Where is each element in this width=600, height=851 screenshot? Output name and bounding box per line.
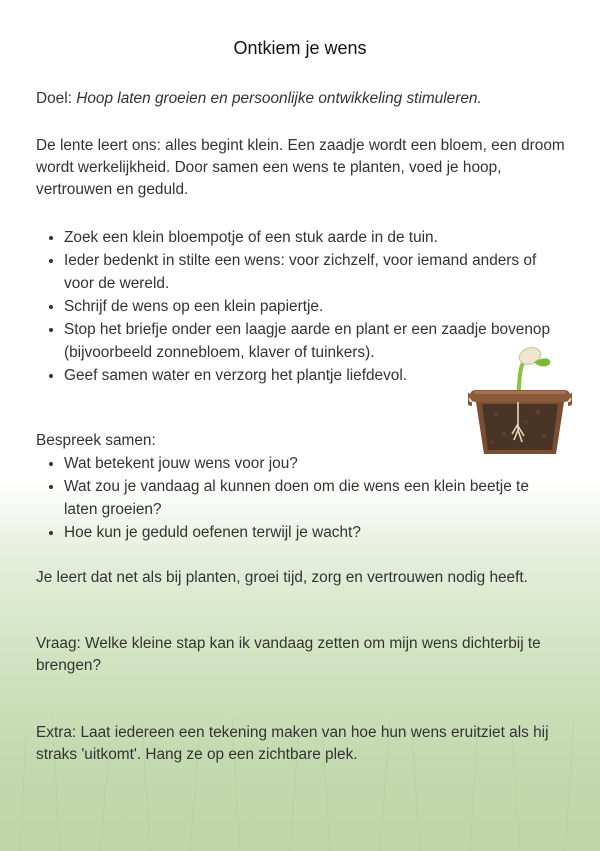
question-paragraph: Vraag: Welke kleine stap kan ik vandaag zetten om mijn wens dichterbij te brengen? [36, 635, 541, 674]
list-item: • Hoe kun je geduld oefenen terwijl je wacht? [64, 521, 554, 544]
list-item: • Wat zou je vandaag al kunnen doen om die wens een klein beetje te laten groeien? [64, 475, 554, 521]
list-item: • Schrijf de wens op een klein papiertje. [64, 295, 554, 318]
list-item: • Geef samen water en verzorg het plantje liefdevol. [64, 364, 554, 387]
extra-paragraph: Extra: Laat iedereen een tekening maken van hoe hun wens eruitziet als hij straks 'uitkomt'. Hang ze op een zichtbare plek. [36, 724, 549, 763]
intro-paragraph: De lente leert ons: alles begint klein. Een zaadje wordt een bloem, een droom wordt werkelijkheid. Door samen een wens te planten, voed je hoop, vertrouwen en geduld. [36, 137, 565, 198]
goal-label: Doel: [36, 90, 72, 107]
list-item: • Zoek een klein bloempotje of een stuk aarde in de tuin. [64, 226, 554, 249]
list-item: • Wat betekent jouw wens voor jou? [64, 452, 554, 475]
goal-text: Hoop laten groeien en persoonlijke ontwikkeling stimuleren. [76, 90, 482, 107]
list-item: • Ieder bedenkt in stilte een wens: voor zichzelf, voor iemand anders of voor de wereld. [64, 249, 554, 295]
list-item: • Stop het briefje onder een laagje aarde en plant er een zaadje bovenop (bijvoorbeeld zonnebloem, klaver of tuinkers). [64, 318, 554, 364]
learning-paragraph: Je leert dat net als bij planten, groei tijd, zorg en vertrouwen nodig heeft. [36, 569, 528, 586]
sprouting-seed-pot-illustration [468, 342, 572, 456]
discuss-heading: Bespreek samen: [36, 432, 156, 449]
goal-paragraph [36, 88, 566, 110]
discuss-questions-list [36, 452, 554, 544]
page-title: Ontkiem je wens [233, 38, 367, 58]
